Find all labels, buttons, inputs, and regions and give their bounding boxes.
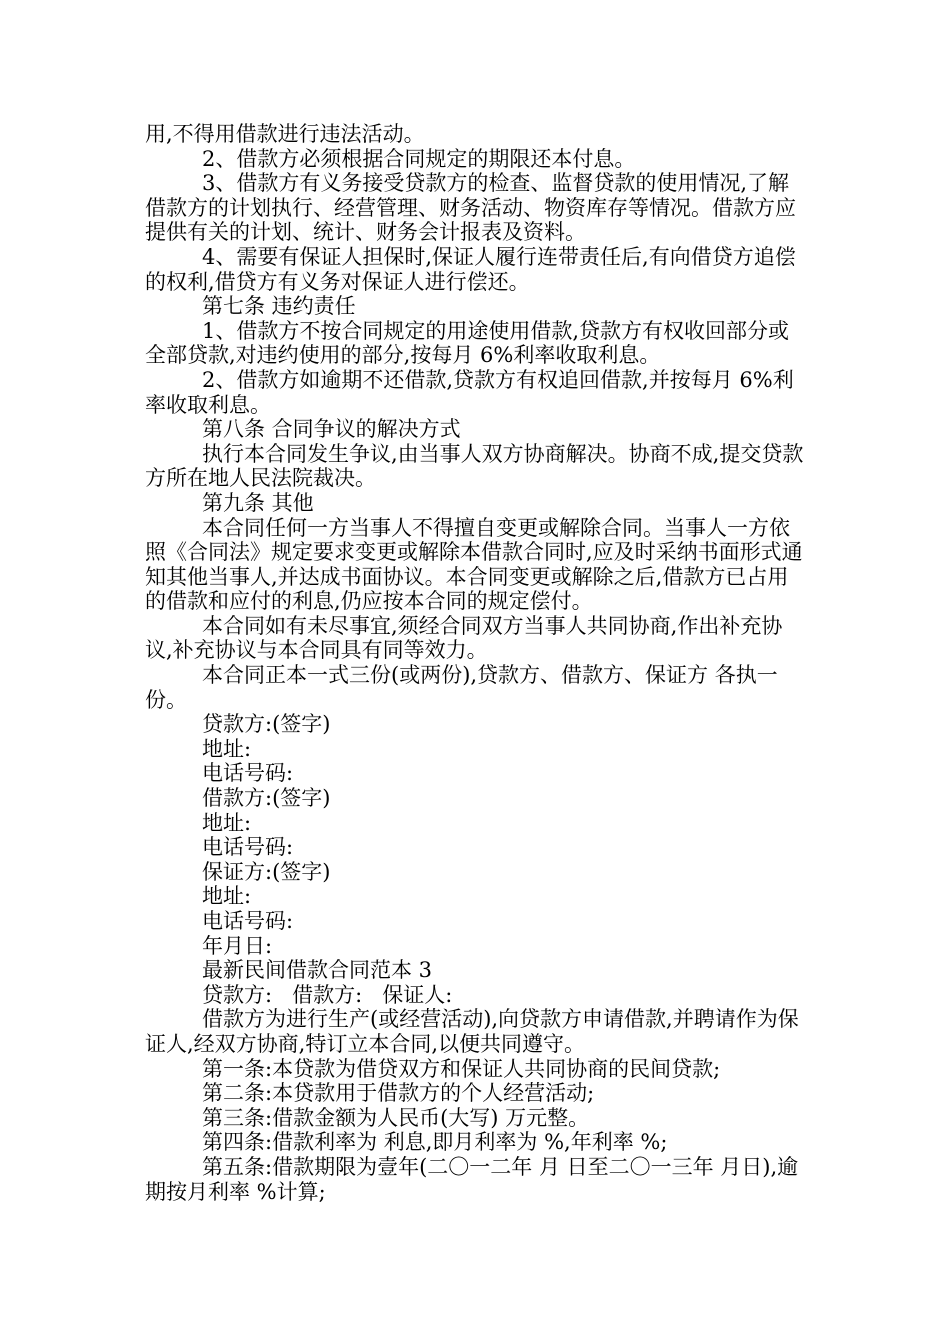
paragraph: 本合同如有未尽事宜,须经合同双方当事人共同协商,作出补充协议,补充协议与本合同具有同等效力。 (145, 613, 783, 663)
paragraph: 第八条 合同争议的解决方式 (202, 417, 461, 442)
paragraph: 4、需要有保证人担保时,保证人履行连带责任后,有向借贷方追偿的权利,借贷方有义务对保证人进行偿还。 (145, 244, 796, 294)
paragraph: 第七条 违约责任 (202, 294, 356, 319)
paragraph: 用,不得用借款进行违法活动。 (145, 122, 425, 146)
document-body (145, 122, 805, 1204)
paragraph: 地址: (202, 810, 252, 835)
paragraph: 第五条:借款期限为壹年(二〇一二年 月 日至二〇一三年 月日),逾期按月利率 %计算; (145, 1154, 799, 1204)
paragraph: 本合同正本一式三份(或两份),贷款方、借款方、保证方 各执一份。 (145, 663, 778, 712)
paragraph: 最新民间借款合同范本 3 (202, 958, 433, 983)
paragraph: 2、借款方必须根据合同规定的期限还本付息。 (202, 146, 636, 171)
paragraph: 第四条:借款利率为 利息,即月利率为 %,年利率 %; (202, 1130, 668, 1155)
paragraph: 电话号码: (202, 835, 294, 860)
paragraph: 贷款方:(签字) (202, 712, 331, 737)
paragraph: 第二条:本贷款用于借款方的个人经营活动; (202, 1081, 595, 1106)
paragraph: 3、借款方有义务接受贷款方的检查、监督贷款的使用情况,了解借款方的计划执行、经营管理、财务活动、物资库存等情况。借款方应提供有关的计划、统计、财务会计报表及资料。 (145, 171, 796, 245)
paragraph: 第一条:本贷款为借贷双方和保证人共同协商的民间贷款; (202, 1056, 721, 1081)
paragraph: 电话号码: (202, 761, 294, 786)
paragraph: 年月日: (202, 933, 273, 958)
paragraph: 执行本合同发生争议,由当事人双方协商解决。协商不成,提交贷款方所在地人民法院裁决。 (145, 441, 804, 491)
paragraph: 1、借款方不按合同规定的用途使用借款,贷款方有权收回部分或全部贷款,对违约使用的部分,按每月 6%利率收取利息。 (145, 318, 790, 368)
paragraph: 本合同任何一方当事人不得擅自变更或解除合同。当事人一方依照《合同法》规定要求变更或解除本借款合同时,应及时采纳书面形式通知其他当事人,并达成书面协议。本合同变更或解除之后,借款方已占用的借款和应付的利息,仍应按本合同的规定偿付。 (145, 515, 803, 614)
paragraph: 借款方:(签字) (202, 786, 331, 811)
paragraph: 保证方:(签字) (202, 859, 331, 884)
paragraph: 贷款方: 借款方: 保证人: (202, 982, 453, 1007)
paragraph: 借款方为进行生产(或经营活动),向贷款方申请借款,并聘请作为保证人,经双方协商,特订立本合同,以便共同遵守。 (145, 1007, 799, 1056)
paragraph: 地址: (202, 736, 252, 761)
paragraph: 电话号码: (202, 909, 294, 933)
paragraph: 第三条:借款金额为人民币(大写) 万元整。 (202, 1105, 590, 1130)
paragraph: 地址: (202, 884, 252, 909)
paragraph: 2、借款方如逾期不还借款,贷款方有权追回借款,并按每月 6%利率收取利息。 (145, 367, 794, 417)
paragraph: 第九条 其他 (202, 490, 314, 515)
